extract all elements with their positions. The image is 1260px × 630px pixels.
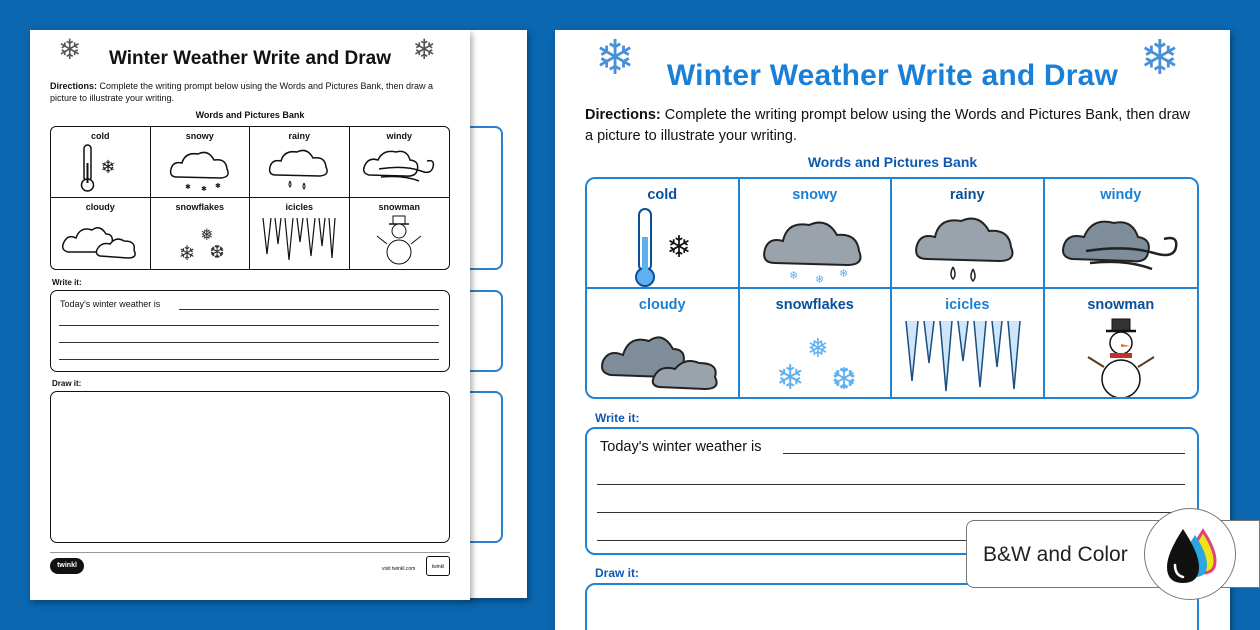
writing-line	[783, 453, 1185, 454]
ink-drops-icon	[1145, 509, 1237, 601]
snowy-cloud-icon	[755, 207, 875, 287]
color-words-pictures-bank	[585, 177, 1199, 399]
bw-worksheet	[30, 30, 470, 600]
snowflakes-icon	[165, 214, 235, 264]
svg-text:❄: ❄	[814, 274, 824, 286]
bank-cell-cold: cold ❄	[587, 179, 740, 289]
bank-cell-snowflakes: snowflakes ❄ ❅ ❆	[151, 198, 251, 269]
color-draw-label: Draw it:	[595, 566, 640, 580]
bw-write-label: Write it:	[52, 278, 82, 287]
bank-cell-windy: windy	[350, 127, 450, 198]
bank-cell-snowflakes: snowflakes ❄ ❅ ❆	[740, 289, 893, 399]
cloudy-icon	[60, 214, 140, 264]
bank-cell-rainy: rainy	[892, 179, 1045, 289]
snowflake-icon: ❄	[595, 32, 636, 85]
ink-drops-badge	[1144, 508, 1236, 600]
svg-text:❆: ❆	[209, 242, 225, 262]
svg-text:❄: ❄	[775, 359, 804, 397]
back-bank-edge	[465, 126, 503, 270]
footer-url: visit twinkl.com	[382, 566, 416, 572]
snowman-icon	[1076, 317, 1166, 399]
bw-draw-box[interactable]	[50, 391, 450, 543]
twinkl-logo: twinkl	[50, 558, 84, 574]
bank-cell-icicles: icicles	[892, 289, 1045, 399]
back-worksheet-preview	[465, 30, 527, 598]
snowflakes-icon	[760, 317, 870, 397]
bank-cell-cloudy: cloudy	[587, 289, 740, 399]
snowflake-icon: ❄	[412, 34, 436, 65]
footer-divider	[50, 552, 450, 553]
color-draw-box[interactable]	[585, 583, 1199, 630]
cloudy-icon	[597, 317, 727, 397]
back-write-edge	[465, 290, 503, 372]
windy-cloud-icon	[359, 143, 439, 193]
svg-text:❄: ❄	[666, 231, 692, 264]
bw-write-prompt: Today's winter weather is	[60, 299, 161, 309]
bank-cell-snowy: snowy ✱ ✱ ✱	[151, 127, 251, 198]
bank-cell-snowman: snowman	[350, 198, 450, 269]
svg-text:✱: ✱	[200, 186, 207, 193]
color-write-prompt: Today's winter weather is	[600, 439, 762, 455]
bank-cell-cold: cold ❄	[51, 127, 151, 198]
bank-cell-snowy: snowy ❄ ❄ ❄	[740, 179, 893, 289]
bank-cell-icicles: icicles	[250, 198, 350, 269]
svg-text:❄: ❄	[838, 268, 848, 280]
snowman-icon	[369, 214, 429, 266]
windy-cloud-icon	[1056, 207, 1186, 287]
snowflake-icon: ❄	[1139, 32, 1180, 85]
thermometer-snowflake-icon	[70, 143, 130, 193]
bw-words-pictures-bank	[50, 126, 450, 270]
thermometer-snowflake-icon	[617, 207, 707, 287]
bank-cell-snowman: snowman	[1045, 289, 1198, 399]
svg-text:❄: ❄	[100, 157, 116, 177]
bank-cell-rainy: rainy	[250, 127, 350, 198]
bank-cell-windy: windy	[1045, 179, 1198, 289]
color-directions: Directions: Complete the writing prompt below using the Words and Pictures Bank, then draw a picture to illustrate your writing.	[585, 107, 1191, 144]
footer-badge: twinkl	[426, 556, 450, 576]
svg-text:✱: ✱	[214, 183, 221, 190]
bw-directions: Directions: Complete the writing prompt below using the Words and Pictures Bank, then draw a picture to illustrate your writing.	[50, 81, 434, 103]
writing-line	[179, 309, 439, 310]
color-title: Winter Weather Write and Draw	[666, 59, 1119, 92]
svg-text:❆: ❆	[831, 363, 857, 396]
bw-draw-label: Draw it:	[52, 379, 82, 388]
bank-cell-cloudy: cloudy	[51, 198, 151, 269]
svg-text:❅: ❅	[806, 333, 829, 363]
writing-line	[59, 325, 439, 326]
bw-title: Winter Weather Write and Draw	[108, 48, 392, 69]
writing-line	[597, 484, 1185, 485]
color-bank-title: Words and Pictures Bank	[807, 154, 978, 170]
snowflake-icon: ❄	[58, 34, 82, 65]
svg-text:✱: ✱	[184, 184, 191, 191]
svg-text:❄: ❄	[788, 270, 798, 282]
writing-line	[59, 359, 439, 360]
rainy-cloud-icon	[907, 207, 1027, 287]
icicles-icon	[902, 317, 1032, 397]
writing-line	[59, 342, 439, 343]
bw-bank-title: Words and Pictures Bank	[195, 110, 305, 120]
rainy-cloud-icon	[264, 143, 334, 193]
icicles-icon	[259, 214, 339, 264]
writing-line	[597, 512, 1185, 513]
bw-write-box[interactable]	[50, 290, 450, 372]
color-write-label: Write it:	[595, 411, 640, 425]
format-label: B&W and Color	[983, 543, 1128, 566]
svg-text:❄: ❄	[178, 243, 196, 264]
svg-text:❅: ❅	[200, 227, 214, 244]
snowy-cloud-icon	[165, 143, 235, 193]
back-draw-edge	[465, 391, 503, 543]
